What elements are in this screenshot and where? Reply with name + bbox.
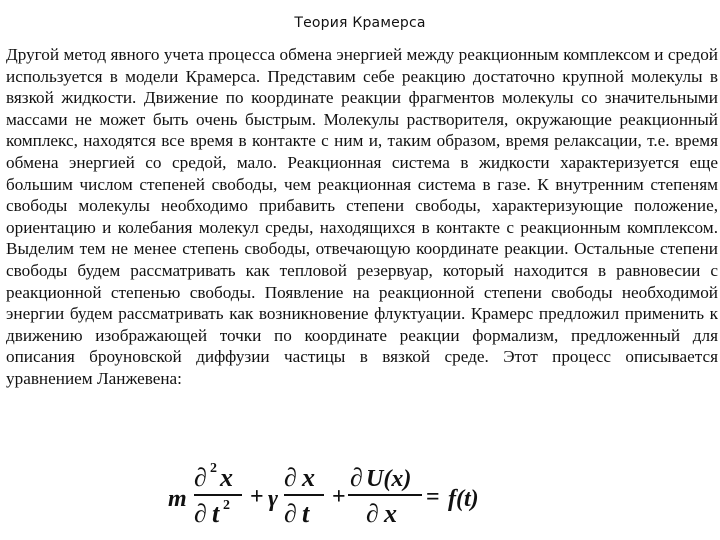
eq-partial-num-1: ∂ [194,463,207,492]
equation-graphic [166,462,506,530]
page-title: Теория Крамерса [294,15,426,31]
eq-partial-num-3: ∂ [350,463,363,492]
eq-partial-den-2: ∂ [284,499,297,528]
eq-x-num-2: x [302,463,315,492]
eq-partial-den-3: ∂ [366,499,379,528]
eq-exp-num-1: 2 [210,462,217,476]
eq-plus-1: + [250,484,264,510]
eq-mass: m [168,486,187,512]
eq-plus-2: + [332,484,346,510]
eq-partial-den-1: ∂ [194,499,207,528]
eq-t-den-2: t [302,499,310,528]
eq-x-num-1: x [220,463,233,492]
eq-u-of-x: U(x) [366,466,412,492]
eq-gamma: γ [268,486,278,512]
eq-exp-den-1: 2 [223,498,230,513]
eq-partial-num-2: ∂ [284,463,297,492]
eq-equals: = [426,484,440,510]
body-paragraph: Другой метод явного учета процесса обмена энергией между реакционным комплексом и средой используется в модели Крамерса. Представим себе реакцию достаточно крупной молекулы в вязкой жидкости. Движение по координате реакции фрагментов молекулы со значительными массами не может быть очень быстрым. Молекулы растворителя, окружающие реакционный комплекс, находятся все время в контакте с ним и, таким образом, время релаксации, т.е. время обмена энергией со средой, мало. Реакционная система в жидкости характеризуется еще большим числом степеней свободы, чем реакционная система в газе. К внутренним степеням свободы молекулы необходимо прибавить степени свободы, характеризующие положение, ориентацию и колебания молекул среды, находящихся в контакте с реакционным комплексом. Выделим тем не менее степень свободы, отвечающую координате реакции. Остальные степени свободы будем рассматривать как тепловой резервуар, который находится в равновесии с реакционной степенью свободы. Появление на реакционной степени свободы необходимой энергии будем рассматривать как возникновение флуктуации. Крамерс предложил применить к движению изображающей точки по координате реакции формализм, предложенный для описания броуновской диффузии частицы в вязкой среде. Этот процесс описывается уравнением Ланжевена: [6,45,718,388]
eq-rhs: f(t) [448,486,479,512]
eq-x-den-3: x [384,499,397,528]
langevin-equation [166,462,506,530]
eq-t-den-1: t [212,499,220,528]
